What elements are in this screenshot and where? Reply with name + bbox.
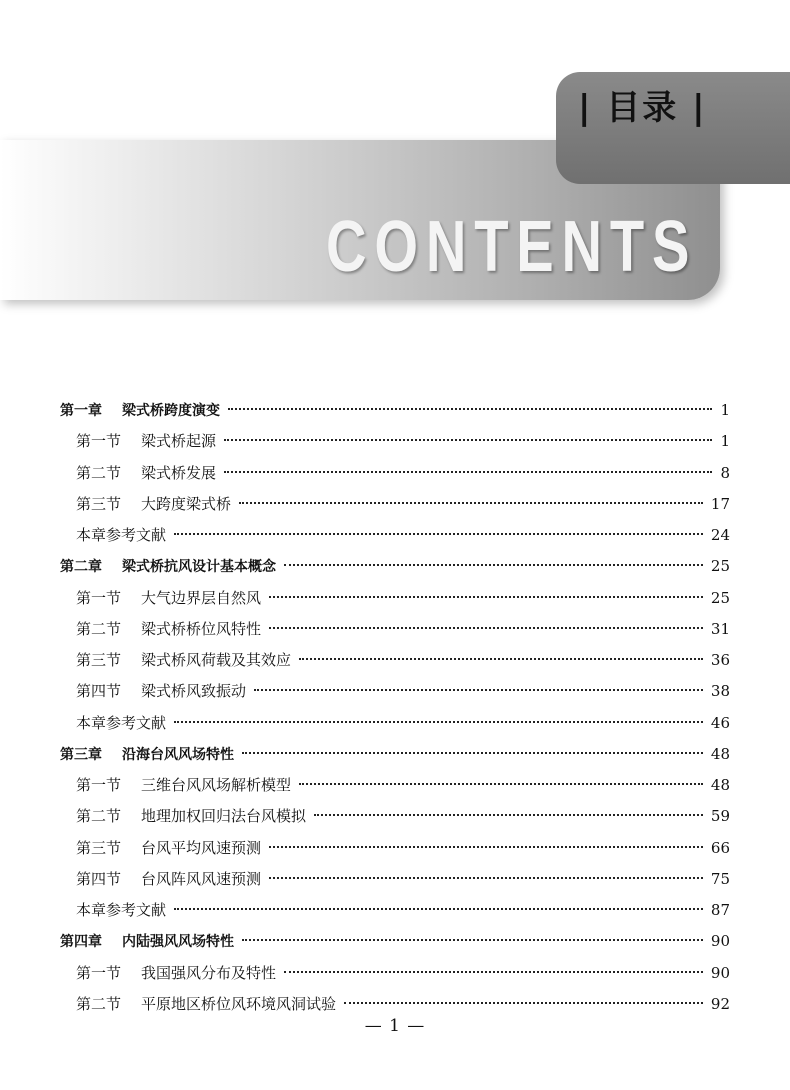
toc-entry-page: 92 bbox=[710, 994, 730, 1013]
toc-entry-number: 第三章 bbox=[60, 746, 102, 763]
toc-entry-title: 地理加权回归法台风模拟 bbox=[141, 807, 307, 826]
dot-leader bbox=[174, 721, 703, 723]
toc-entry-page: 24 bbox=[710, 526, 730, 544]
table-of-contents bbox=[60, 395, 730, 1020]
dot-leader bbox=[344, 1002, 703, 1004]
dot-leader bbox=[239, 502, 703, 504]
dot-leader bbox=[224, 439, 712, 441]
toc-entry-number: 第一节 bbox=[76, 963, 122, 982]
toc-entry-page: 38 bbox=[710, 682, 730, 701]
dot-leader bbox=[242, 939, 703, 941]
toc-entry-title: 内陆强风风场特性 bbox=[122, 934, 234, 951]
toc-entry-ref[interactable] bbox=[60, 895, 730, 926]
toc-entry-page: 87 bbox=[710, 901, 730, 919]
toc-entry-section[interactable] bbox=[60, 958, 730, 989]
toc-entry-section[interactable] bbox=[60, 614, 730, 645]
page-title: | 目录 | bbox=[578, 88, 707, 128]
toc-entry-number: 第三节 bbox=[76, 651, 122, 669]
toc-entry-number: 第四节 bbox=[76, 682, 122, 701]
dot-leader bbox=[269, 596, 703, 598]
toc-entry-number: 第四节 bbox=[76, 869, 122, 888]
toc-entry-chapter[interactable] bbox=[60, 739, 730, 770]
toc-entry-title: 梁式桥抗风设计基本概念 bbox=[122, 559, 276, 576]
toc-entry-section[interactable] bbox=[60, 458, 730, 489]
toc-entry-title: 梁式桥风荷载及其效应 bbox=[141, 651, 292, 669]
toc-entry-number: 第三节 bbox=[76, 838, 122, 857]
toc-entry-title: 我国强风分布及特性 bbox=[141, 963, 277, 982]
page-number: — 1 — bbox=[364, 1016, 426, 1036]
toc-entry-number: 第一节 bbox=[76, 776, 122, 794]
toc-entry-page: 31 bbox=[710, 619, 730, 638]
toc-entry-page: 90 bbox=[710, 963, 730, 982]
toc-entry-section[interactable] bbox=[60, 676, 730, 707]
toc-entry-chapter[interactable] bbox=[60, 395, 730, 426]
toc-entry-number: 第三节 bbox=[76, 494, 122, 513]
toc-entry-page: 46 bbox=[710, 713, 730, 732]
toc-entry-section[interactable] bbox=[60, 583, 730, 614]
toc-entry-number: 第二节 bbox=[76, 994, 122, 1013]
dot-leader bbox=[228, 408, 712, 410]
toc-entry-title: 梁式桥风致振动 bbox=[141, 682, 247, 701]
toc-entry-title: 本章参考文献 bbox=[76, 526, 167, 544]
toc-entry-title: 大跨度梁式桥 bbox=[141, 494, 232, 513]
dot-leader bbox=[284, 971, 703, 973]
toc-entry-number: 第一节 bbox=[76, 588, 122, 607]
toc-entry-title: 大气边界层自然风 bbox=[141, 588, 262, 607]
toc-entry-number: 第二节 bbox=[76, 619, 122, 638]
dot-leader bbox=[174, 533, 703, 535]
toc-entry-section[interactable] bbox=[60, 864, 730, 895]
toc-entry-ref[interactable] bbox=[60, 708, 730, 739]
toc-entry-page: 1 bbox=[720, 401, 730, 419]
dot-leader bbox=[299, 658, 703, 660]
toc-entry-title: 台风阵风风速预测 bbox=[141, 869, 262, 888]
toc-entry-section[interactable] bbox=[60, 489, 730, 520]
dot-leader bbox=[299, 783, 703, 785]
toc-entry-number: 第一章 bbox=[60, 403, 102, 419]
toc-entry-page: 8 bbox=[720, 463, 730, 482]
toc-entry-page: 17 bbox=[710, 494, 730, 513]
toc-entry-page: 75 bbox=[710, 869, 730, 888]
toc-entry-title: 本章参考文献 bbox=[76, 713, 167, 732]
toc-entry-page: 59 bbox=[710, 807, 730, 826]
toc-entry-title: 梁式桥发展 bbox=[141, 463, 217, 482]
dot-leader bbox=[314, 814, 703, 816]
toc-entry-page: 25 bbox=[710, 557, 730, 576]
dot-leader bbox=[242, 752, 703, 754]
toc-entry-title: 三维台风风场解析模型 bbox=[141, 776, 292, 794]
toc-entry-page: 90 bbox=[710, 932, 730, 951]
toc-entry-title: 本章参考文献 bbox=[76, 901, 167, 919]
toc-entry-number: 第四章 bbox=[60, 934, 102, 951]
toc-entry-title: 沿海台风风场特性 bbox=[122, 746, 234, 763]
dot-leader bbox=[284, 564, 703, 566]
toc-entry-ref[interactable] bbox=[60, 520, 730, 551]
toc-entry-title: 梁式桥桥位风特性 bbox=[141, 619, 262, 638]
toc-entry-chapter[interactable] bbox=[60, 551, 730, 582]
toc-entry-page: 25 bbox=[710, 588, 730, 607]
toc-entry-page: 36 bbox=[710, 651, 730, 669]
toc-entry-title: 梁式桥起源 bbox=[141, 432, 217, 451]
toc-entry-section[interactable] bbox=[60, 426, 730, 457]
dot-leader bbox=[254, 689, 703, 691]
toc-entry-page: 1 bbox=[720, 432, 730, 451]
contents-heading: CONTENTS bbox=[326, 207, 698, 287]
toc-entry-section[interactable] bbox=[60, 801, 730, 832]
toc-entry-number: 第二节 bbox=[76, 463, 122, 482]
toc-entry-page: 48 bbox=[710, 744, 730, 763]
toc-entry-number: 第一节 bbox=[76, 432, 122, 451]
toc-entry-number: 第二节 bbox=[76, 807, 122, 826]
toc-entry-title: 平原地区桥位风环境风洞试验 bbox=[141, 994, 337, 1013]
toc-entry-page: 66 bbox=[710, 838, 730, 857]
toc-entry-section[interactable] bbox=[60, 833, 730, 864]
toc-entry-section[interactable] bbox=[60, 645, 730, 676]
dot-leader bbox=[269, 627, 703, 629]
toc-entry-title: 梁式桥跨度演变 bbox=[122, 403, 220, 419]
toc-entry-number: 第二章 bbox=[60, 559, 102, 576]
dot-leader bbox=[174, 908, 703, 910]
toc-entry-page: 48 bbox=[710, 776, 730, 794]
dot-leader bbox=[269, 877, 703, 879]
toc-entry-chapter[interactable] bbox=[60, 926, 730, 957]
toc-entry-title: 台风平均风速预测 bbox=[141, 838, 262, 857]
toc-entry-section[interactable] bbox=[60, 770, 730, 801]
dot-leader bbox=[224, 471, 712, 473]
dot-leader bbox=[269, 846, 703, 848]
